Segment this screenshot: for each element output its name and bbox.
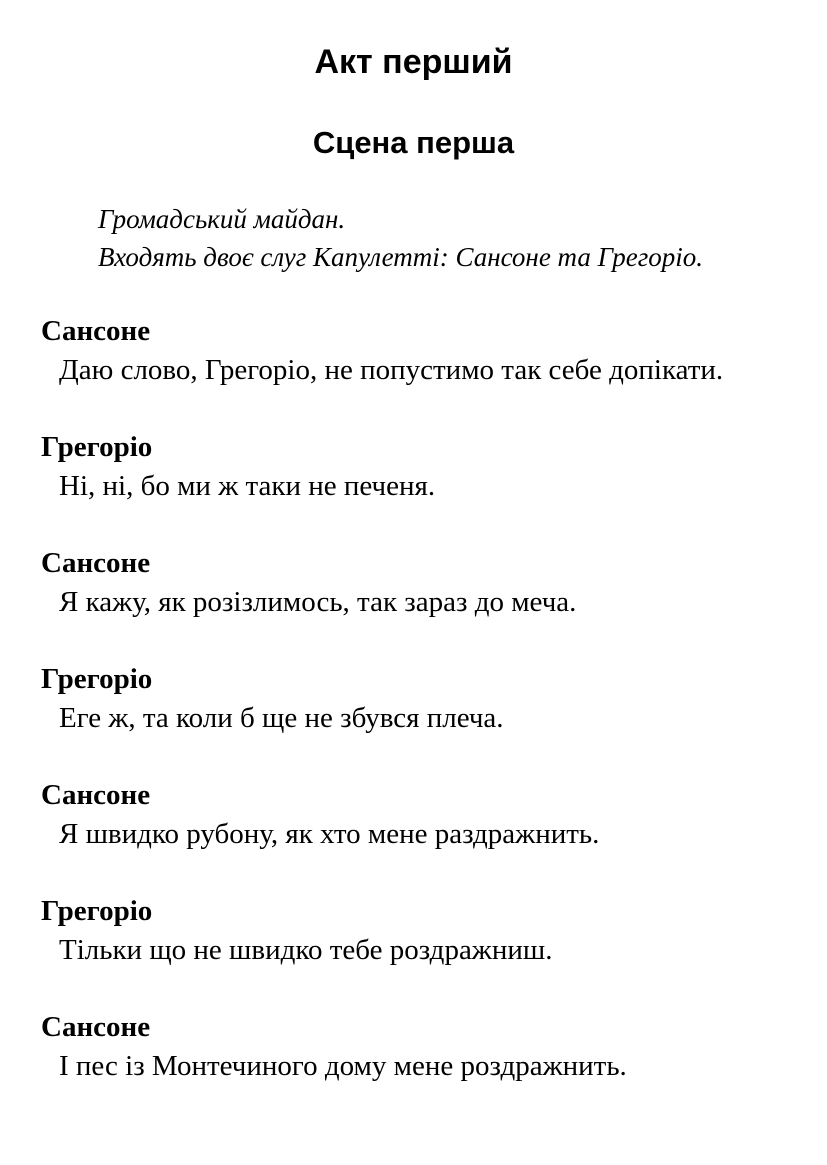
speech-text: Тільки що не швидко тебе роздражниш. bbox=[59, 934, 553, 966]
speech bbox=[41, 312, 801, 390]
stage-directions bbox=[98, 200, 808, 276]
speech-text: І пес із Монтечиного дому мене роздражнить. bbox=[59, 1050, 627, 1082]
speech bbox=[41, 428, 801, 506]
speech bbox=[41, 776, 801, 854]
speech-text: Я кажу, як розізлимось, так зараз до меча. bbox=[59, 586, 577, 618]
speaker-name: Сансоне bbox=[41, 547, 151, 579]
act-title: Акт перший bbox=[314, 43, 513, 81]
speech bbox=[41, 544, 801, 622]
speaker-name: Грегоріо bbox=[41, 895, 153, 927]
speech bbox=[41, 1008, 801, 1086]
speaker-name: Сансоне bbox=[41, 315, 151, 347]
speech-text: Еге ж, та коли б ще не збувся плеча. bbox=[59, 702, 504, 734]
speech-text: Я швидко рубону, як хто мене раздражнить. bbox=[59, 818, 600, 850]
speaker-name: Грегоріо bbox=[41, 663, 153, 695]
stage-direction-line: Громадський майдан. bbox=[98, 204, 346, 234]
speech bbox=[41, 892, 801, 970]
speaker-name: Сансоне bbox=[41, 1011, 151, 1043]
stage-direction-line: Входять двоє слуг Капулетті: Сансоне та Грегоріо. bbox=[98, 242, 704, 272]
dialogue bbox=[41, 312, 801, 1124]
scene-title: Сцена перша bbox=[312, 125, 515, 160]
speech-text: Ні, ні, бо ми ж таки не печеня. bbox=[59, 470, 436, 502]
speech bbox=[41, 660, 801, 738]
speaker-name: Грегоріо bbox=[41, 431, 153, 463]
speaker-name: Сансоне bbox=[41, 779, 151, 811]
speech-text: Даю слово, Грегоріо, не попустимо так себе допікати. bbox=[59, 354, 724, 386]
